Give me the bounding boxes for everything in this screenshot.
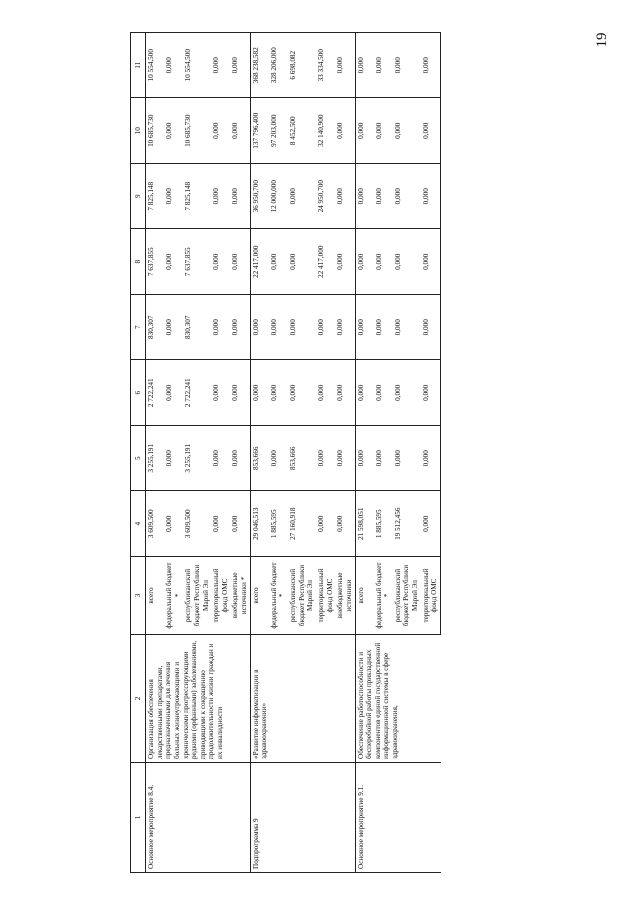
column-header: 6 xyxy=(131,360,146,426)
amount-cell: 12 000,000 xyxy=(269,164,288,230)
funding-source: республиканский бюджет Республики Марий Эл xyxy=(288,557,316,635)
funding-source: всего xyxy=(355,557,374,635)
funding-source: республиканский бюджет Республики Марий Эл xyxy=(393,557,421,635)
funding-source: федеральный бюджет * xyxy=(269,557,288,635)
amount-cell: 0,000 xyxy=(269,295,288,361)
funding-source: всего xyxy=(146,557,165,635)
amount-cell: 830,307 xyxy=(183,295,211,361)
amount-cell: 32 140,900 xyxy=(316,98,335,164)
amount-cell: 368 238,582 xyxy=(250,33,269,99)
amount-cell: 0,000 xyxy=(355,98,374,164)
amount-cell: 830,307 xyxy=(146,295,165,361)
amount-cell: 0,000 xyxy=(164,295,183,361)
amount-cell: 0,000 xyxy=(374,295,393,361)
amount-cell: 0,000 xyxy=(421,360,441,426)
column-header: 5 xyxy=(131,426,146,492)
amount-cell: 0,000 xyxy=(269,229,288,295)
amount-cell: 97 203,000 xyxy=(269,98,288,164)
amount-cell: 22 417,000 xyxy=(250,229,269,295)
amount-cell: 0,000 xyxy=(211,360,230,426)
table-row xyxy=(250,33,269,873)
amount-cell: 0,000 xyxy=(374,164,393,230)
amount-cell: 6 698,082 xyxy=(288,33,316,99)
amount-cell: 10 685,730 xyxy=(183,98,211,164)
amount-cell: 0,000 xyxy=(374,426,393,492)
amount-cell: 853,666 xyxy=(250,426,269,492)
amount-cell: 0,000 xyxy=(250,295,269,361)
column-header: 11 xyxy=(131,33,146,99)
amount-cell: 0,000 xyxy=(421,229,441,295)
amount-cell: 0,000 xyxy=(288,229,316,295)
amount-cell: 0,000 xyxy=(269,426,288,492)
amount-cell: 0,000 xyxy=(288,295,316,361)
amount-cell: 3 255,191 xyxy=(183,426,211,492)
amount-cell: 0,000 xyxy=(269,360,288,426)
column-header: 4 xyxy=(131,491,146,557)
amount-cell: 0,000 xyxy=(421,164,441,230)
amount-cell: 0,000 xyxy=(355,360,374,426)
amount-cell: 8 452,500 xyxy=(288,98,316,164)
column-header: 10 xyxy=(131,98,146,164)
amount-cell: 0,000 xyxy=(316,426,335,492)
amount-cell: 0,000 xyxy=(421,426,441,492)
amount-cell: 0,000 xyxy=(164,33,183,99)
amount-cell: 0,000 xyxy=(355,229,374,295)
amount-cell: 0,000 xyxy=(211,491,230,557)
measure-name: Основное мероприятие 9.1. xyxy=(355,763,440,873)
amount-cell: 0,000 xyxy=(230,295,250,361)
amount-cell: 0,000 xyxy=(355,426,374,492)
amount-cell: 0,000 xyxy=(164,360,183,426)
amount-cell: 0,000 xyxy=(230,98,250,164)
amount-cell: 2 722,241 xyxy=(183,360,211,426)
amount-cell: 7 637,855 xyxy=(183,229,211,295)
amount-cell: 0,000 xyxy=(335,360,355,426)
amount-cell: 0,000 xyxy=(393,426,421,492)
amount-cell: 0,000 xyxy=(421,491,441,557)
amount-cell: 0,000 xyxy=(211,295,230,361)
amount-cell: 0,000 xyxy=(230,426,250,492)
amount-cell: 0,000 xyxy=(374,360,393,426)
amount-cell: 22 417,000 xyxy=(316,229,335,295)
amount-cell: 0,000 xyxy=(335,33,355,99)
column-header: 3 xyxy=(131,557,146,635)
amount-cell: 33 334,500 xyxy=(316,33,335,99)
amount-cell: 0,000 xyxy=(374,33,393,99)
amount-cell: 0,000 xyxy=(393,295,421,361)
amount-cell: 3 255,191 xyxy=(146,426,165,492)
amount-cell: 0,000 xyxy=(230,491,250,557)
amount-cell: 1 885,595 xyxy=(269,491,288,557)
amount-cell: 7 825,148 xyxy=(183,164,211,230)
measure-name: Подпрограмма 9 xyxy=(250,763,355,873)
amount-cell: 0,000 xyxy=(230,164,250,230)
amount-cell: 0,000 xyxy=(335,98,355,164)
amount-cell: 0,000 xyxy=(393,98,421,164)
amount-cell: 0,000 xyxy=(164,491,183,557)
amount-cell: 853,666 xyxy=(288,426,316,492)
amount-cell: 0,000 xyxy=(335,229,355,295)
measure-name: Основное мероприятие 8.4. xyxy=(146,763,251,873)
amount-cell: 0,000 xyxy=(211,426,230,492)
amount-cell: 7 825,148 xyxy=(146,164,165,230)
amount-cell: 0,000 xyxy=(335,491,355,557)
table-row xyxy=(146,33,165,873)
amount-cell: 0,000 xyxy=(316,295,335,361)
funding-source: республиканский бюджет Республики Марий Эл xyxy=(183,557,211,635)
amount-cell: 36 950,700 xyxy=(250,164,269,230)
table-body xyxy=(146,33,441,873)
amount-cell: 0,000 xyxy=(211,33,230,99)
amount-cell: 0,000 xyxy=(230,33,250,99)
amount-cell: 0,000 xyxy=(211,98,230,164)
funding-source: всего xyxy=(250,557,269,635)
amount-cell: 0,000 xyxy=(355,295,374,361)
amount-cell: 0,000 xyxy=(421,33,441,99)
column-header: 1 xyxy=(131,763,146,873)
amount-cell: 27 160,918 xyxy=(288,491,316,557)
amount-cell: 0,000 xyxy=(288,360,316,426)
amount-cell: 0,000 xyxy=(355,164,374,230)
table-header-row xyxy=(131,33,146,873)
amount-cell: 137 796,400 xyxy=(250,98,269,164)
amount-cell: 0,000 xyxy=(164,426,183,492)
amount-cell: 0,000 xyxy=(316,360,335,426)
amount-cell: 0,000 xyxy=(230,360,250,426)
amount-cell: 2 722,241 xyxy=(146,360,165,426)
amount-cell: 3 609,500 xyxy=(183,491,211,557)
amount-cell: 10 554,500 xyxy=(183,33,211,99)
amount-cell: 0,000 xyxy=(164,164,183,230)
amount-cell: 24 950,700 xyxy=(316,164,335,230)
amount-cell: 10 685,730 xyxy=(146,98,165,164)
column-header: 9 xyxy=(131,164,146,230)
table-row xyxy=(355,33,374,873)
funding-source: федеральный бюджет * xyxy=(164,557,183,635)
amount-cell: 21 598,051 xyxy=(355,491,374,557)
measure-description: «Развитие информатизации в здравоохранении» xyxy=(250,635,355,763)
amount-cell: 0,000 xyxy=(230,229,250,295)
amount-cell: 7 637,855 xyxy=(146,229,165,295)
budget-table-frame xyxy=(130,33,635,873)
measure-description: Обеспечение работоспособности и бесперебойной работы прикладных компонентов единой государственной информационной системы в сфере здравоохранения, xyxy=(355,635,440,763)
amount-cell: 0,000 xyxy=(374,229,393,295)
amount-cell: 0,000 xyxy=(335,164,355,230)
amount-cell: 0,000 xyxy=(393,360,421,426)
amount-cell: 0,000 xyxy=(211,164,230,230)
amount-cell: 0,000 xyxy=(335,426,355,492)
measure-description: Организация обеспечения лекарственными препаратами, предназначенными для лечения больных жизнеугрожающими и хроническими прогрессирующими редкими (орфанными) заболеваниями, приводящими к сокращению продолжительности жизни граждан и их инвалидности xyxy=(146,635,251,763)
amount-cell: 0,000 xyxy=(393,33,421,99)
page-number: 19 xyxy=(593,32,610,48)
funding-source: внебюджетные источники * xyxy=(230,557,250,635)
amount-cell: 19 512,456 xyxy=(393,491,421,557)
amount-cell: 0,000 xyxy=(393,164,421,230)
funding-source: внебюджетные источники xyxy=(335,557,355,635)
amount-cell: 0,000 xyxy=(393,229,421,295)
column-header: 8 xyxy=(131,229,146,295)
amount-cell: 328 206,000 xyxy=(269,33,288,99)
funding-source: территориальный фонд ОМС xyxy=(316,557,335,635)
amount-cell: 10 554,500 xyxy=(146,33,165,99)
amount-cell: 0,000 xyxy=(164,98,183,164)
amount-cell: 3 609,500 xyxy=(146,491,165,557)
amount-cell: 0,000 xyxy=(421,98,441,164)
amount-cell: 0,000 xyxy=(421,295,441,361)
column-header: 7 xyxy=(131,295,146,361)
amount-cell: 0,000 xyxy=(288,164,316,230)
funding-source: федеральный бюджет * xyxy=(374,557,393,635)
amount-cell: 0,000 xyxy=(316,491,335,557)
funding-source: территориальный фонд ОМС xyxy=(211,557,230,635)
amount-cell: 1 885,595 xyxy=(374,491,393,557)
amount-cell: 0,000 xyxy=(164,229,183,295)
amount-cell: 0,000 xyxy=(211,229,230,295)
funding-source: территориальный фонд ОМС xyxy=(421,557,441,635)
column-header: 2 xyxy=(131,635,146,763)
amount-cell: 0,000 xyxy=(250,360,269,426)
amount-cell: 0,000 xyxy=(335,295,355,361)
amount-cell: 29 046,513 xyxy=(250,491,269,557)
amount-cell: 0,000 xyxy=(355,33,374,99)
budget-table xyxy=(130,32,441,873)
amount-cell: 0,000 xyxy=(374,98,393,164)
